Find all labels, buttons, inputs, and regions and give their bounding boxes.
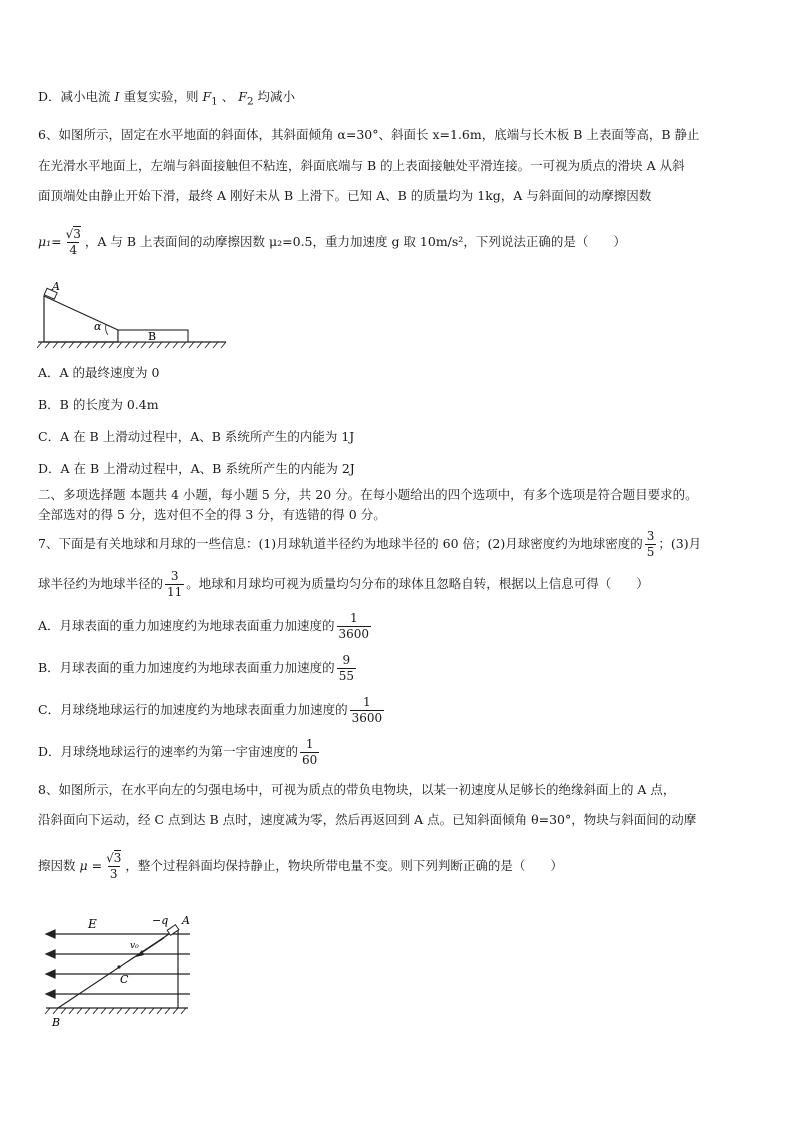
label-v0: v₀ [130, 941, 139, 951]
q7-option-c: C．月球绕地球运行的加速度约为地球表面重力加速度的 $\frac{1}{3600}$ [38, 695, 383, 725]
q7-option-a: A．月球表面的重力加速度约为地球表面重力加速度的 $\frac{1}{3600}$ [38, 611, 370, 641]
point-c [117, 965, 120, 968]
q7-line-1: 7、下面是有关地球和月球的一些信息：(1)月球轨道半径约为地球半径的 60 倍；(2)月球密度约为地球密度的 $\frac{3}{5}$ ；(3)月 [38, 529, 702, 559]
q8-line-1: 8、如图所示，在水平向左的匀强电场中，可视为质点的带负电物块，以某一初速度从足够长的绝缘斜面上的 A 点， [38, 782, 676, 797]
mu-label: μ = [79, 858, 103, 873]
incline-body [44, 296, 118, 342]
label-a: A [182, 914, 190, 927]
radius-ratio-fraction: $\frac{3}{11}$ [167, 569, 183, 599]
ground-hatch [45, 1008, 186, 1014]
q7-line-2: 球半径约为地球半径的 $\frac{3}{11}$ 。地球和月球均可视为质量均匀分布的球体且忽略自转，根据以上信息可得（ ） [38, 569, 649, 599]
label-c: C [120, 973, 129, 986]
q7-option-d: D．月球绕地球运行的速率约为第一宇宙速度的 $\frac{1}{60}$ [38, 737, 318, 767]
label-q: −q [152, 914, 169, 927]
label-alpha: α [94, 320, 102, 333]
q8-field-figure [40, 910, 196, 1032]
q6-line-2: 在光滑水平地面上，左端与斜面接触但不粘连，斜面底端与 B 的上表面接触处平滑连接。一可视为质点的滑块 A 从斜 [38, 158, 685, 173]
q6-option-b: B．B 的长度为 0.4m [38, 397, 159, 412]
q6-incline-figure [36, 280, 232, 352]
label-b: B [148, 330, 157, 343]
q6-line-1: 6、如图所示，固定在水平地面的斜面体，其斜面倾角 α=30°、斜面长 x=1.6m，底端与长木板 B 上表面等高，B 静止 [38, 127, 700, 142]
q6-option-a: A．A 的最终速度为 0 [38, 365, 160, 380]
q5-option-d: D．减小电流 I 重复实验，则 $F_1$ 、 $F_2$ 均减小 [38, 89, 296, 108]
q6-option-d: D．A 在 B 上滑动过程中，A、B 系统所产生的内能为 2J [38, 461, 355, 476]
velocity-arrow [140, 938, 164, 954]
label-a: A [52, 280, 60, 293]
field-lines [46, 930, 190, 998]
ground-hatch [37, 342, 226, 348]
angle-arc [106, 325, 108, 335]
section2-line-1: 二、多项选择题 本题共 4 小题，每小题 5 分，共 20 分。在每小题给出的四个选项中，有多个选项是符合题目要求的。 [38, 487, 698, 502]
q6-option-c: C．A 在 B 上滑动过程中，A、B 系统所产生的内能为 1J [38, 429, 355, 444]
section2-line-2: 全部选对的得 5 分，选对但不全的得 3 分，有选错的得 0 分。 [38, 507, 386, 522]
q6-line-3: 面顶端处由静止开始下滑，最终 A 刚好未从 B 上滑下。已知 A、B 的质量均为 1kg，A 与斜面间的动摩擦因数 [38, 188, 652, 203]
mu1-label: μ₁= [38, 234, 62, 249]
mu-fraction: $\frac{√3}{3}$ [106, 851, 122, 881]
label-b: B [52, 1016, 61, 1029]
density-ratio-fraction: $\frac{3}{5}$ [646, 529, 655, 559]
mu1-fraction: $\frac{√3}{4}$ [65, 227, 81, 257]
q8-line-2: 沿斜面向下运动，经 C 点到达 B 点时，速度减为零，然后再返回到 A 点。已知斜面倾角 θ=30°，物块与斜面间的动摩 [38, 812, 697, 827]
q8-line-3: 擦因数 μ = $\frac{√3}{3}$ ，整个过程斜面均保持静止，物块所带电量不变。则下列判断正确的是（ ） [38, 851, 563, 881]
label-e: E [88, 917, 97, 931]
q6-line-4: μ₁= $\frac{√3}{4}$ ，A 与 B 上表面间的动摩擦因数 μ₂=0.5，重力加速度 g 取 10m/s²，下列说法正确的是（ ） [38, 227, 626, 257]
q7-option-b: B．月球表面的重力加速度约为地球表面重力加速度的 $\frac{9}{55}$ [38, 653, 354, 683]
